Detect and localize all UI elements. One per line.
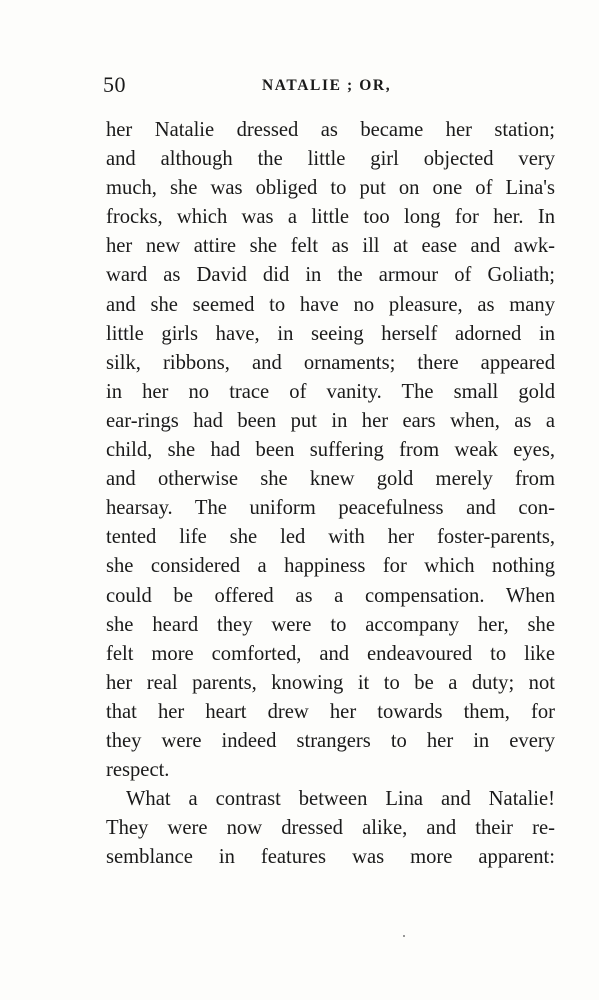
text-line: she heard they were to accompany her, she xyxy=(106,613,555,636)
text-line: tented life she led with her foster-parents, xyxy=(106,526,555,549)
text-line: they were indeed strangers to her in every xyxy=(106,729,555,752)
text-line: could be offered as a compensation. When xyxy=(106,584,555,607)
text-line: her Natalie dressed as became her station; xyxy=(106,119,555,141)
text-line: her real parents, knowing it to be a duty; not xyxy=(106,671,555,694)
text-line: ward as David did in the armour of Goliath; xyxy=(106,264,555,287)
text-line: much, she was obliged to put on one of Lina's xyxy=(106,177,555,200)
body-text xyxy=(106,116,555,872)
text-line: What a contrast between Lina and Natalie! xyxy=(126,788,555,811)
text-line: that her heart drew her towards them, for xyxy=(106,700,555,723)
text-line: hearsay. The uniform peacefulness and con- xyxy=(106,497,555,520)
paper-speck xyxy=(403,935,405,937)
text-line: frocks, which was a little too long for her. In xyxy=(106,206,555,229)
text-line: little girls have, in seeing herself adorned in xyxy=(106,322,555,345)
page-number: 50 xyxy=(103,72,126,97)
text-line: child, she had been suffering from weak eyes, xyxy=(106,439,555,462)
text-line: and although the little girl objected very xyxy=(106,148,555,171)
text-line: her new attire she felt as ill at ease and awk- xyxy=(106,235,555,258)
text-line: semblance in features was more apparent: xyxy=(106,846,555,869)
text-line: and she seemed to have no pleasure, as many xyxy=(106,293,555,316)
paragraph-1 xyxy=(106,116,555,785)
text-line: ear-rings had been put in her ears when, as a xyxy=(106,409,555,432)
running-head: NATALIE ; OR, xyxy=(262,77,392,94)
text-line: and otherwise she knew gold merely from xyxy=(106,468,555,491)
text-line: she considered a happiness for which nothing xyxy=(106,555,555,578)
text-line: They were now dressed alike, and their re- xyxy=(106,817,555,840)
paragraph-2 xyxy=(106,785,555,872)
text-line: respect. xyxy=(106,759,170,782)
text-line: felt more comforted, and endeavoured to like xyxy=(106,642,555,665)
text-line: silk, ribbons, and ornaments; there appeared xyxy=(106,351,555,374)
text-line: in her no trace of vanity. The small gold xyxy=(106,380,555,403)
